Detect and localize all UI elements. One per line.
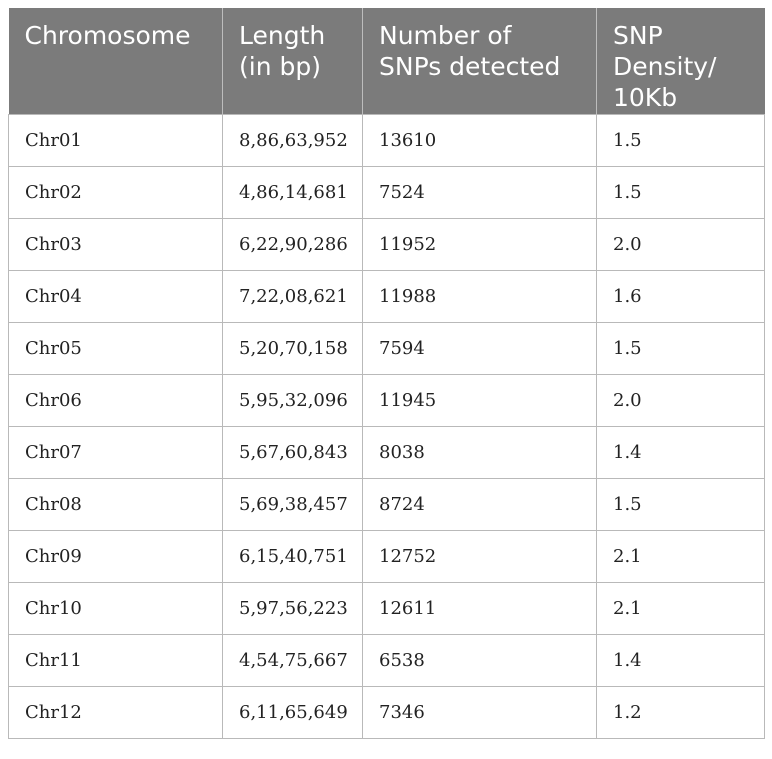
cell-length: 5,20,70,158: [223, 322, 363, 374]
snp-density-table: [8, 8, 765, 739]
table-row: [9, 634, 765, 686]
cell-snp-count: 12752: [363, 530, 597, 582]
cell-snp-density: 1.5: [597, 322, 765, 374]
cell-snp-count: 7346: [363, 686, 597, 738]
cell-length: 6,15,40,751: [223, 530, 363, 582]
cell-chromosome: Chr02: [9, 166, 223, 218]
cell-chromosome: Chr01: [9, 114, 223, 166]
cell-snp-count: 13610: [363, 114, 597, 166]
table-row: [9, 374, 765, 426]
cell-snp-count: 12611: [363, 582, 597, 634]
table-row: [9, 322, 765, 374]
cell-chromosome: Chr10: [9, 582, 223, 634]
cell-snp-density: 2.0: [597, 218, 765, 270]
cell-snp-density: 1.6: [597, 270, 765, 322]
cell-chromosome: Chr04: [9, 270, 223, 322]
cell-length: 5,67,60,843: [223, 426, 363, 478]
table-row: [9, 426, 765, 478]
cell-snp-count: 7594: [363, 322, 597, 374]
table-row: [9, 478, 765, 530]
cell-snp-density: 2.0: [597, 374, 765, 426]
cell-length: 7,22,08,621: [223, 270, 363, 322]
cell-chromosome: Chr11: [9, 634, 223, 686]
cell-snp-count: 11988: [363, 270, 597, 322]
header-snp-density: SNP Density/ 10Kb: [597, 8, 765, 114]
cell-length: 5,69,38,457: [223, 478, 363, 530]
header-length: Length (in bp): [223, 8, 363, 114]
table-row: [9, 530, 765, 582]
table-row: [9, 686, 765, 738]
cell-chromosome: Chr05: [9, 322, 223, 374]
cell-snp-density: 2.1: [597, 530, 765, 582]
cell-snp-density: 1.2: [597, 686, 765, 738]
cell-length: 5,97,56,223: [223, 582, 363, 634]
cell-chromosome: Chr12: [9, 686, 223, 738]
cell-snp-count: 8724: [363, 478, 597, 530]
cell-snp-count: 7524: [363, 166, 597, 218]
cell-snp-density: 1.5: [597, 166, 765, 218]
cell-snp-count: 11945: [363, 374, 597, 426]
table-header: [9, 8, 765, 114]
cell-snp-density: 2.1: [597, 582, 765, 634]
header-chromosome: Chromosome: [9, 8, 223, 114]
cell-chromosome: Chr09: [9, 530, 223, 582]
cell-snp-count: 8038: [363, 426, 597, 478]
table-row: [9, 166, 765, 218]
cell-snp-density: 1.4: [597, 426, 765, 478]
cell-snp-count: 11952: [363, 218, 597, 270]
cell-snp-count: 6538: [363, 634, 597, 686]
header-row: [9, 8, 765, 114]
cell-length: 5,95,32,096: [223, 374, 363, 426]
cell-chromosome: Chr08: [9, 478, 223, 530]
cell-length: 6,22,90,286: [223, 218, 363, 270]
cell-snp-density: 1.4: [597, 634, 765, 686]
cell-chromosome: Chr07: [9, 426, 223, 478]
cell-length: 4,54,75,667: [223, 634, 363, 686]
table-row: [9, 582, 765, 634]
header-snp-count: Number of SNPs detected: [363, 8, 597, 114]
table-row: [9, 114, 765, 166]
table-row: [9, 218, 765, 270]
cell-snp-density: 1.5: [597, 114, 765, 166]
table-body: [9, 114, 765, 738]
cell-chromosome: Chr06: [9, 374, 223, 426]
cell-snp-density: 1.5: [597, 478, 765, 530]
cell-chromosome: Chr03: [9, 218, 223, 270]
cell-length: 8,86,63,952: [223, 114, 363, 166]
cell-length: 4,86,14,681: [223, 166, 363, 218]
cell-length: 6,11,65,649: [223, 686, 363, 738]
table-row: [9, 270, 765, 322]
